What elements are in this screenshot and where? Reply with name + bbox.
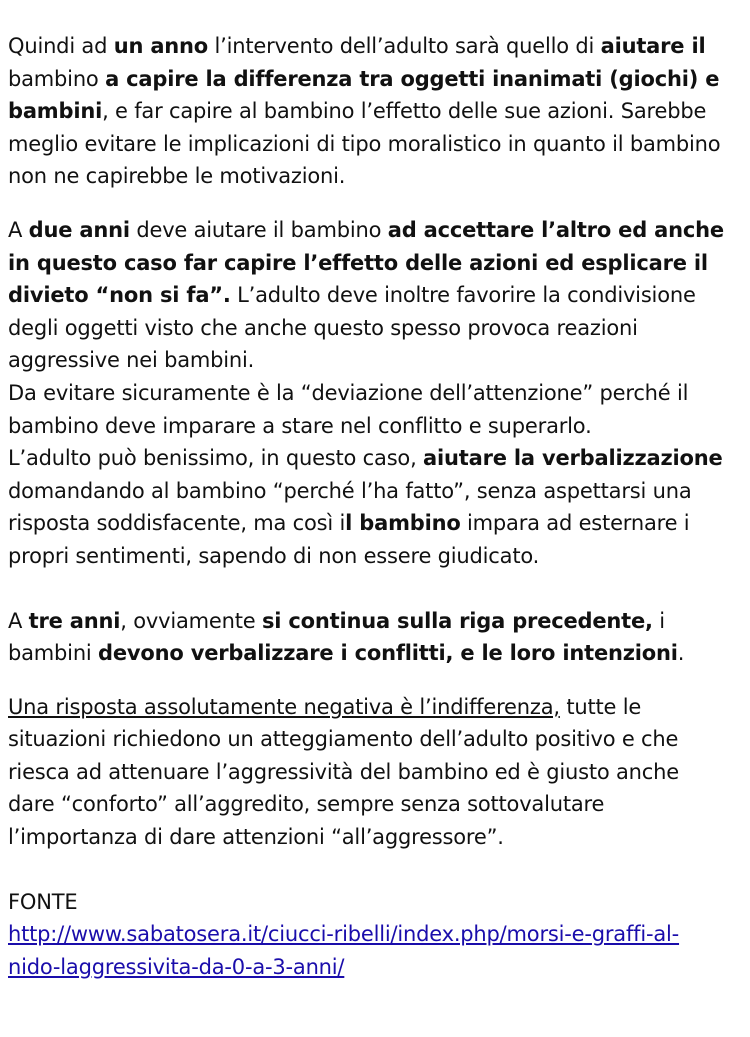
underlined-span: Una risposta assolutamente negativa è l’indifferenza, [8,694,560,719]
text-span: impara ad esternare i propri sentimenti, sapendo di non essere giudicato. [8,511,690,568]
text-span: A [8,217,29,242]
paragraph-one-year [8,30,730,193]
paragraph-two-years [8,214,730,377]
bold-span: tre anni [28,608,121,633]
paragraph-gap [8,573,730,605]
bold-span: si continua sulla riga precedente, [261,608,653,633]
text-span: bambino [8,66,106,91]
bold-span: un anno [113,34,209,58]
text-span: Da evitare sicuramente è la “deviazione dell’attenzione” perché il bambino deve imparare a stare nel conflitto e superarlo. [8,380,689,438]
paragraph-avoid-deviation [8,377,730,442]
bold-span: a capire la differenza tra oggetti inanimati (giochi) e bambini [8,66,720,124]
text-span: L’adulto può benissimo, in questo caso, [8,446,424,471]
text-span: , ovviamente [120,608,262,633]
text-span: L’adulto deve inoltre favorire la condivisione degli oggetti visto che anche questo spesso provoca reazioni aggressive nei bambini. [8,283,696,373]
source-label: FONTE [8,889,78,914]
bold-span: devono verbalizzare i conflitti, e le loro intenzioni [98,641,678,666]
bold-span: aiutare il [600,34,706,58]
paragraph-verbalization [8,442,730,572]
text-span: tutte le situazioni richiedono un atteggiamento dell’adulto positivo e che riesca ad attenuare l’aggressività del bambino ed è giusto anche dare “conforto” all’aggredito, sempre senza sottovalutare l’importanza di dare attenzioni “all’aggressore”. [8,694,679,850]
paragraph-three-years [8,605,730,670]
bold-span: aiutare la verbalizzazione [423,446,723,471]
bold-span: ad accettare l’altro ed anche in questo caso far capire l’effetto delle azioni ed esplicare il divieto “non si fa”. [8,217,724,308]
paragraph-gap [8,854,730,886]
bold-span: l bambino [345,511,461,536]
text-span: l’intervento dell’adulto sarà quello di [208,34,601,58]
text-span: deve aiutare il bambino [129,217,388,242]
paragraph-indifference [8,691,730,854]
paragraph-gap [8,193,730,214]
text-span: , e far capire al bambino l’effetto delle sue azioni. Sarebbe meglio evitare le implicazioni di tipo moralistico in quanto il bambino non ne capirebbe le motivazioni. [8,99,721,189]
text-span: i bambini [8,608,665,666]
text-span: . [677,641,685,666]
source-link[interactable]: http://www.sabatosera.it/ciucci-ribelli/index.php/morsi-e-graffi-al-nido-laggressivita-da-0-a-3-anni/ [8,922,680,979]
text-span: domandando al bambino “perché l’ha fatto”, senza aspettarsi una risposta soddisfacente, ma così i [8,478,692,536]
bold-span: due anni [28,217,130,242]
paragraph-gap [8,670,730,691]
source-paragraph [8,918,730,983]
text-span: A [8,608,29,633]
text-span: Quindi ad [8,34,114,58]
